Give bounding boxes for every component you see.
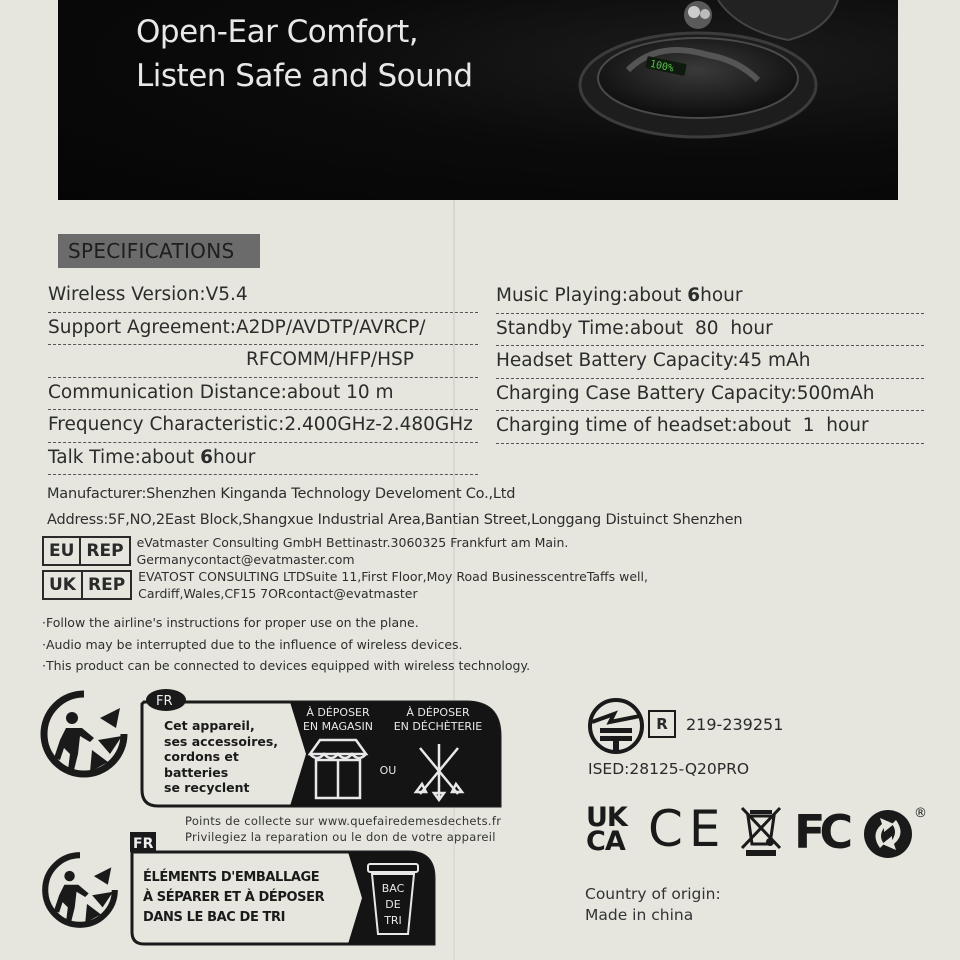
spec-row-music-playing: Music Playing:about 6hour [496, 281, 924, 314]
spec-row-support-agreement: Support Agreement:A2DP/AVDTP/AVRCP/ [48, 313, 478, 346]
eu-rep-badge: EU REP [42, 536, 131, 566]
svg-text:EN DÉCHÈTERIE: EN DÉCHÈTERIE [393, 720, 483, 733]
triman-recycle-icon [38, 688, 130, 780]
svg-text:OU: OU [379, 764, 397, 777]
specifications-header: SPECIFICATIONS [58, 234, 260, 268]
svg-text:TRI: TRI [384, 914, 402, 927]
address-line: Address:5F,NO,2East Block,Shangxue Industrial Area,Bantian Street,Longgang Distuinct Shenzhen [47, 512, 743, 528]
specs-left-column [48, 280, 478, 475]
svg-text:À DÉPOSER: À DÉPOSER [306, 706, 370, 719]
specs-right-column [496, 281, 924, 444]
country-of-origin: Country of origin: Made in china [585, 885, 721, 924]
registered-mark: ® [914, 806, 927, 821]
earbuds-case-image [568, 0, 848, 150]
uk-rep-block [42, 568, 648, 602]
svg-text:FR: FR [156, 694, 173, 709]
svg-text:À DÉPOSER: À DÉPOSER [406, 706, 470, 719]
note-item: ·This product can be connected to devices equipped with wireless technology. [42, 658, 531, 673]
eu-rep-text: eVatmaster Consulting GmbH Bettinastr.3060325 Frankfurt am Main. Germanycontact@evatmaster.com [136, 535, 569, 567]
spec-row-charging-time: Charging time of headset:about 1 hour [496, 411, 924, 444]
telec-mark-icon [586, 696, 646, 756]
svg-text:DE: DE [385, 898, 401, 911]
telec-number: 219-239251 [686, 715, 784, 734]
headline-line-2: Listen Safe and Sound [136, 58, 473, 94]
triman-packaging-icon [40, 850, 120, 930]
svg-text:FR: FR [133, 836, 154, 852]
svg-text:100%: 100% [648, 58, 675, 75]
spec-row-headset-battery: Headset Battery Capacity:45 mAh [496, 346, 924, 379]
weee-bin-icon [740, 806, 782, 858]
note-item: ·Audio may be interrupted due to the influence of wireless devices. [42, 636, 463, 652]
eu-rep-block [42, 534, 568, 568]
green-dot-icon [862, 808, 914, 860]
collection-points-text: Points de collecte sur www.quefairedemesdechets.fr Privilegiez la reparation ou le don de votre appareil [185, 814, 502, 844]
spec-row-case-battery: Charging Case Battery Capacity:500mAh [496, 379, 924, 412]
usage-notes [42, 612, 530, 677]
spec-row-talk-time: Talk Time:about 6hour [48, 443, 478, 476]
triman-packaging-text: ÉLÉMENTS D'EMBALLAGE À SÉPARER ET À DÉPOSER DANS LE BAC DE TRI [143, 870, 325, 925]
ce-mark-icon: CE [648, 800, 727, 858]
ukca-mark-icon: UK CA [586, 802, 627, 857]
spec-row-support-agreement-cont: RFCOMM/HFP/HSP [48, 345, 478, 378]
triman-device-text: Cet appareil, ses accessoires, cordons et batteries se recyclent [164, 718, 279, 795]
manufacturer-line: Manufacturer:Shenzhen Kinganda Technology Develoment Co.,Ltd [47, 486, 516, 502]
spec-row-standby-time: Standby Time:about 80 hour [496, 314, 924, 347]
uk-rep-text: EVATOST CONSULTING LTDSuite 11,First Floor,Moy Road BusinesscentreTaffs well, Cardiff,Wales,CF15 7ORcontact@evatmaster [138, 569, 648, 601]
svg-text:BAC: BAC [381, 882, 405, 895]
uk-rep-badge: UK REP [42, 570, 132, 600]
product-banner [58, 0, 898, 200]
spec-row-frequency: Frequency Characteristic:2.400GHz-2.480GHz [48, 410, 478, 443]
telec-r-badge: R [648, 710, 676, 738]
banner-headline [136, 10, 473, 98]
note-item: ·Follow the airline's instructions for proper use on the plane. [42, 615, 419, 630]
ised-number: ISED:28125-Q20PRO [588, 760, 750, 778]
spec-row-communication-distance: Communication Distance:about 10 m [48, 378, 478, 411]
svg-text:EN MAGASIN: EN MAGASIN [302, 720, 374, 733]
fcc-mark-icon: FC [794, 805, 848, 859]
spec-row-wireless-version: Wireless Version:V5.4 [48, 280, 478, 313]
headline-line-1: Open-Ear Comfort, [136, 14, 419, 50]
